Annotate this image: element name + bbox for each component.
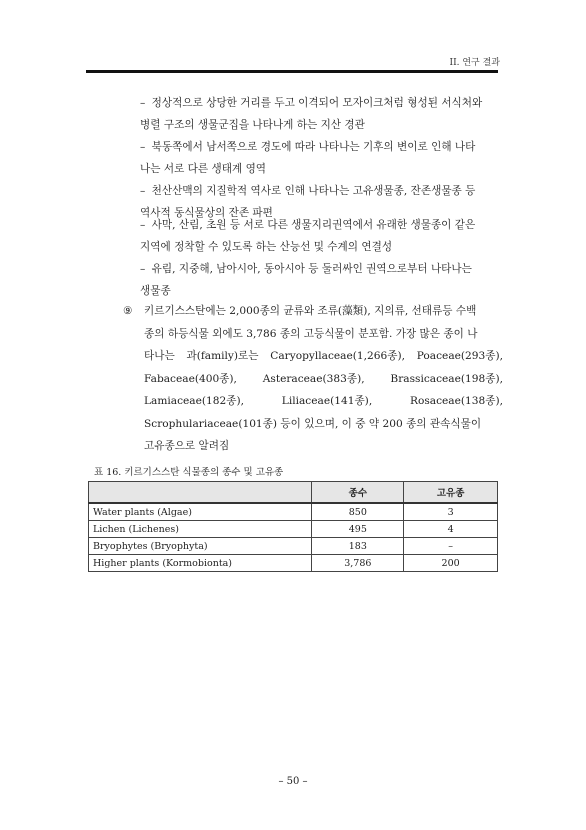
bullet-item: – 북동쪽에서 남서쪽으로 경도에 따라 나타나는 기후의 변이로 인해 나타 나는 서로 다른 생태계 영역 bbox=[140, 141, 476, 175]
table-row: Higher plants (Kormobionta) 3,786 200 bbox=[89, 555, 498, 572]
header-rule bbox=[86, 70, 498, 73]
bullet-item: – 사막, 산림, 초원 등 서로 다른 생물지리권역에서 유래한 생물종이 같은 지역에 정착할 수 있도록 하는 산능선 및 수계의 연결성 bbox=[140, 219, 476, 253]
species-table bbox=[88, 481, 498, 572]
header-cell-species-count: 종수 bbox=[312, 482, 404, 504]
bullet-item: – 유림, 지중해, 남아시아, 동아시아 등 둘러싸인 권역으로부터 나타나는 생물종 bbox=[140, 263, 472, 297]
table-row: Lichen (Lichenes) 495 4 bbox=[89, 521, 498, 538]
table-row: Bryophytes (Bryophyta) 183 – bbox=[89, 538, 498, 555]
page-number: – 50 – bbox=[278, 776, 308, 787]
table-caption: 표 16. 키르기스스탄 식물종의 종수 및 고유종 bbox=[94, 467, 284, 478]
running-header: II. 연구 결과 bbox=[449, 58, 500, 68]
bullet-item: – 정상적으로 상당한 거리를 두고 이격되어 모자이크처럼 형성된 서식처와 병렬 구조의 생물군집을 나타나게 하는 지산 경관 bbox=[140, 97, 483, 131]
bullet-item: – 천산산맥의 지질학적 역사로 인해 나타나는 고유생물종, 잔존생물종 등 역사적 동식물상의 잔존 파편 bbox=[140, 185, 476, 219]
table-row: Water plants (Algae) 850 3 bbox=[89, 503, 498, 521]
table-header-row bbox=[89, 482, 498, 504]
numbered-item-9 bbox=[123, 300, 503, 458]
header-cell-endemic: 고유종 bbox=[404, 482, 498, 504]
item-body: 키르기스스탄에는 2,000종의 균류와 조류(藻類), 지의류, 선태류등 수백 종의 하등식물 외에도 3,786 종의 고등식물이 분포함. 가장 많은 종이 나 타나는 과(family)로는 Caryopyllaceae(1,266종), Poaceae(293종), Fabaceae(400종), Asteraceae(383종), Brassicaceae(198종), Lamiaceae(182종), Liliaceae(141종), Rosaceae(138종), Scrophulariaceae(101종) 등이 있으며, 이 중 약 200 종의 관속식물이 고유종으로 알려짐 bbox=[144, 305, 503, 452]
item-marker: ⑨ bbox=[123, 305, 133, 317]
header-cell-category bbox=[89, 482, 312, 504]
